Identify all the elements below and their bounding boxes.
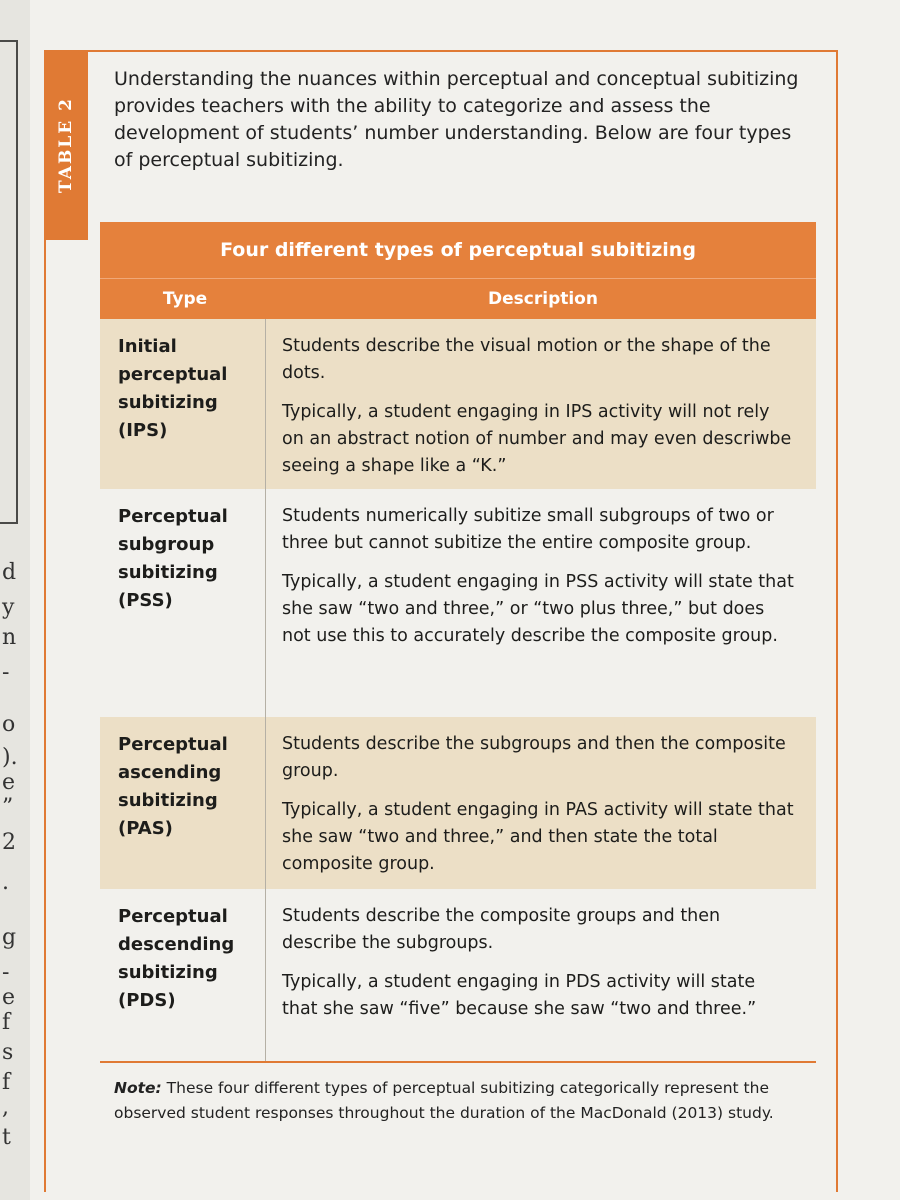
row-description — [266, 319, 816, 489]
row-description — [266, 889, 816, 1061]
description-line: Typically, a student engaging in PAS activity will state that she saw “two and three,” and then state the total composite group. — [282, 800, 794, 874]
row-type: Initial perceptual subitizing (IPS) — [100, 319, 266, 489]
row-type: Perceptual ascending subitizing (PAS) — [100, 717, 266, 889]
table-row — [100, 889, 816, 1061]
subitizing-table — [100, 222, 816, 1063]
description-line: Typically, a student engaging in PSS activity will state that she saw “two and three,” or “two plus three,” but does not use this to accurately describe the composite group. — [282, 572, 794, 646]
header-description: Description — [488, 289, 598, 309]
note-label: Note: — [114, 1079, 162, 1097]
table-label: TABLE 2 — [56, 97, 76, 193]
facing-page-fragment: s — [2, 1040, 14, 1065]
facing-page-fragment: - — [2, 960, 10, 985]
facing-page-fragment: t — [2, 1125, 11, 1150]
description-line: Students describe the subgroups and then the composite group. — [282, 734, 786, 781]
facing-page-fragment: o — [2, 712, 16, 737]
row-description — [266, 717, 816, 889]
table-row — [100, 717, 816, 889]
description-line: Students describe the visual motion or the shape of the dots. — [282, 336, 771, 383]
facing-page-fragment: ). — [2, 745, 18, 770]
table-row — [100, 319, 816, 489]
facing-page-fragment: f — [2, 1070, 11, 1095]
table-row — [100, 489, 816, 717]
description-line: Students describe the composite groups and then describe the subgroups. — [282, 906, 721, 953]
description-line: Typically, a student engaging in PDS activity will state that she saw “five” because she saw “two and three.” — [282, 972, 757, 1019]
row-type: Perceptual descending subitizing (PDS) — [100, 889, 266, 1061]
facing-page-fragment: 2 — [2, 830, 16, 855]
facing-page-box — [0, 40, 18, 524]
page — [30, 0, 900, 1200]
row-description — [266, 489, 816, 717]
facing-page-edge — [0, 0, 30, 1200]
facing-page-fragment: n — [2, 625, 17, 650]
table-label-tab — [44, 50, 88, 240]
table-note — [114, 1076, 814, 1126]
facing-page-fragment: f — [2, 1010, 11, 1035]
description-line: Typically, a student engaging in IPS activity will not rely on an abstract notion of number and may even descriwbe seeing a shape like a “K.” — [282, 402, 792, 476]
facing-page-fragment: , — [2, 1095, 9, 1120]
facing-page-fragment: e — [2, 985, 16, 1010]
header-type: Type — [162, 289, 208, 309]
row-type: Perceptual subgroup subitizing (PSS) — [100, 489, 266, 717]
note-text: These four different types of perceptual subitizing categorically represent the observed student responses throughout the duration of the MacDonald (2013) study. — [114, 1079, 774, 1122]
table-bottom-rule — [100, 1061, 816, 1063]
facing-page-fragment: ” — [2, 795, 14, 820]
description-line: Students numerically subitize small subgroups of two or three but cannot subitize the entire composite group. — [282, 506, 774, 553]
facing-page-fragment: d — [2, 560, 17, 585]
facing-page-fragment: . — [2, 870, 9, 895]
facing-page-fragment: y — [2, 595, 15, 620]
table-header-row — [100, 278, 816, 319]
facing-page-fragment: e — [2, 770, 16, 795]
facing-page-fragment: - — [2, 660, 10, 685]
facing-page-fragment: g — [2, 925, 17, 950]
table-title: Four different types of perceptual subitizing — [100, 222, 816, 278]
intro-paragraph: Understanding the nuances within perceptual and conceptual subitizing provides teachers with the ability to categorize and assess the development of students’ number understanding. Below are four types of perceptual subitizing. — [114, 68, 799, 171]
